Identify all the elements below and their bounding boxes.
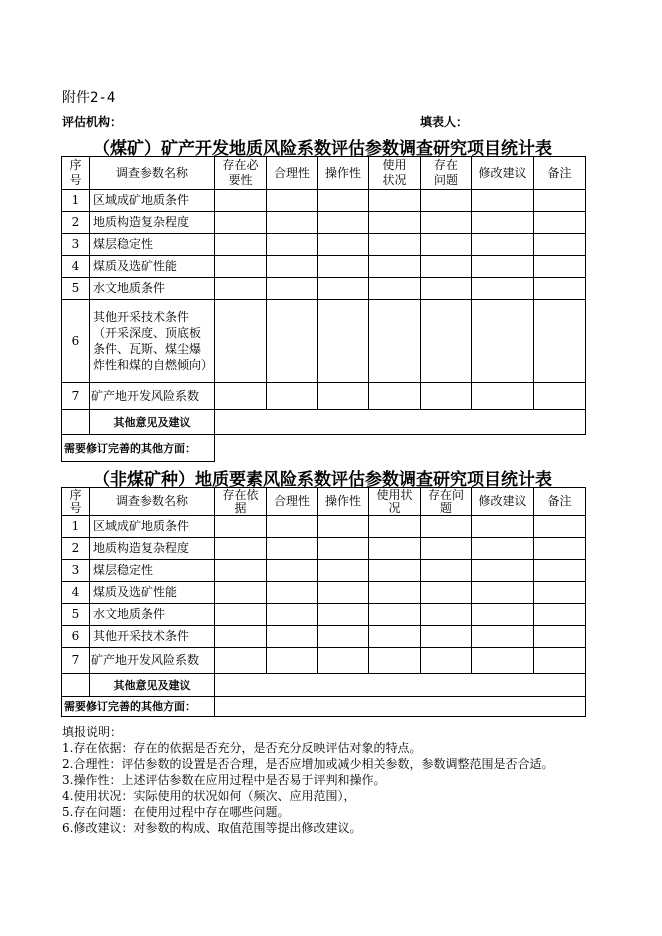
empty-cell[interactable] xyxy=(421,190,472,212)
empty-cell[interactable] xyxy=(215,648,267,674)
empty-cell[interactable] xyxy=(534,212,586,234)
table1-header-row xyxy=(62,157,586,190)
empty-cell[interactable] xyxy=(215,560,267,582)
empty-cell[interactable] xyxy=(369,190,421,212)
empty-cell[interactable] xyxy=(472,300,534,383)
empty-cell[interactable] xyxy=(267,278,318,300)
table-row xyxy=(62,560,586,582)
header-basis: 存在依据 xyxy=(215,488,267,516)
header-seq: 序号 xyxy=(62,488,90,516)
blank-cell xyxy=(62,410,90,435)
empty-cell[interactable] xyxy=(421,560,472,582)
empty-cell[interactable] xyxy=(534,256,586,278)
row-param-name: 地质构造复杂程度 xyxy=(90,538,215,560)
empty-cell[interactable] xyxy=(215,212,267,234)
table-row xyxy=(62,538,586,560)
empty-cell[interactable] xyxy=(267,538,318,560)
empty-cell[interactable] xyxy=(534,516,586,538)
row-seq: 3 xyxy=(62,560,90,582)
empty-cell[interactable] xyxy=(421,582,472,604)
empty-cell[interactable] xyxy=(369,278,421,300)
empty-cell[interactable] xyxy=(421,256,472,278)
table-row xyxy=(62,278,586,300)
other-opinions-label: 其他意见及建议 xyxy=(90,674,215,697)
other-opinions-row xyxy=(62,674,586,697)
table-row xyxy=(62,626,586,648)
empty-cell[interactable] xyxy=(318,604,369,626)
empty-cell[interactable] xyxy=(472,190,534,212)
empty-cell[interactable] xyxy=(369,538,421,560)
row-seq: 6 xyxy=(62,300,90,383)
header-usage: 使用状况 xyxy=(369,157,421,190)
empty-cell[interactable] xyxy=(472,582,534,604)
empty-cell[interactable] xyxy=(534,604,586,626)
empty-cell[interactable] xyxy=(421,626,472,648)
row-param-name: 区域成矿地质条件 xyxy=(90,516,215,538)
empty-cell[interactable] xyxy=(421,234,472,256)
empty-cell[interactable] xyxy=(318,560,369,582)
row-seq: 5 xyxy=(62,278,90,300)
empty-cell[interactable] xyxy=(318,278,369,300)
table-row xyxy=(62,300,586,383)
empty-cell[interactable] xyxy=(534,190,586,212)
empty-cell[interactable] xyxy=(318,626,369,648)
instruction-item: 3.操作性：上述评估参数在应用过程中是否易于评判和操作。 xyxy=(62,773,386,787)
row-param-name: 区域成矿地质条件 xyxy=(90,190,215,212)
table2-title: （非煤矿种）地质要素风险系数评估参数调查研究项目统计表 xyxy=(93,470,552,490)
row-seq: 2 xyxy=(62,212,90,234)
empty-cell[interactable] xyxy=(472,212,534,234)
row-param-name: 矿产地开发风险系数 xyxy=(90,383,215,410)
empty-cell[interactable] xyxy=(215,604,267,626)
empty-cell[interactable] xyxy=(472,538,534,560)
empty-cell[interactable] xyxy=(267,516,318,538)
row-param-name: 矿产地开发风险系数 xyxy=(90,648,215,674)
instructions-heading: 填报说明： xyxy=(62,725,123,739)
empty-cell[interactable] xyxy=(421,383,472,410)
row-param-name: 其他开采技术条件 xyxy=(90,626,215,648)
other-opinions-field[interactable] xyxy=(215,674,586,697)
table-row xyxy=(62,516,586,538)
other-aspects-row xyxy=(62,435,586,462)
empty-cell[interactable] xyxy=(267,256,318,278)
empty-cell[interactable] xyxy=(215,626,267,648)
row-param-name: 煤层稳定性 xyxy=(90,234,215,256)
empty-cell[interactable] xyxy=(534,648,586,674)
empty-cell[interactable] xyxy=(421,648,472,674)
header-rationality: 合理性 xyxy=(267,157,318,190)
empty-cell[interactable] xyxy=(472,516,534,538)
empty-cell[interactable] xyxy=(267,234,318,256)
row-param-name: 其他开采技术条件（开采深度、顶底板条件、瓦斯、煤尘爆炸性和煤的自燃倾向） xyxy=(90,300,215,383)
table-row xyxy=(62,604,586,626)
header-seq: 序号 xyxy=(62,157,90,190)
empty-cell[interactable] xyxy=(369,582,421,604)
table-row xyxy=(62,190,586,212)
table-row xyxy=(62,256,586,278)
empty-cell[interactable] xyxy=(318,300,369,383)
other-aspects-label: 需要修订完善的其他方面： xyxy=(62,697,215,717)
instruction-item: 4.使用状况：实际使用的状况如何（频次、应用范围）， xyxy=(62,789,356,803)
empty-cell[interactable] xyxy=(267,626,318,648)
empty-cell[interactable] xyxy=(534,383,586,410)
row-seq: 2 xyxy=(62,538,90,560)
header-operability: 操作性 xyxy=(318,488,369,516)
empty-cell[interactable] xyxy=(369,516,421,538)
empty-cell[interactable] xyxy=(472,383,534,410)
empty-cell[interactable] xyxy=(318,256,369,278)
empty-cell[interactable] xyxy=(421,300,472,383)
empty-cell[interactable] xyxy=(421,212,472,234)
empty-cell[interactable] xyxy=(369,256,421,278)
empty-cell[interactable] xyxy=(421,538,472,560)
other-opinions-row xyxy=(62,410,586,435)
empty-cell[interactable] xyxy=(472,256,534,278)
row-param-name: 煤层稳定性 xyxy=(90,560,215,582)
empty-cell[interactable] xyxy=(318,383,369,410)
empty-cell[interactable] xyxy=(267,560,318,582)
filler-label: 填表人： xyxy=(420,115,469,129)
empty-cell[interactable] xyxy=(318,212,369,234)
header-remark: 备注 xyxy=(534,157,586,190)
empty-cell[interactable] xyxy=(267,383,318,410)
empty-cell[interactable] xyxy=(472,648,534,674)
empty-cell[interactable] xyxy=(369,604,421,626)
header-problem: 存在问题 xyxy=(421,488,472,516)
other-opinions-field[interactable] xyxy=(215,410,586,435)
table-row xyxy=(62,383,586,410)
row-seq: 1 xyxy=(62,190,90,212)
header-problem: 存在问题 xyxy=(421,157,472,190)
empty-cell[interactable] xyxy=(318,648,369,674)
header-rationality: 合理性 xyxy=(267,488,318,516)
empty-cell[interactable] xyxy=(215,538,267,560)
filling-instructions xyxy=(62,724,588,836)
row-seq: 6 xyxy=(62,626,90,648)
row-param-name: 地质构造复杂程度 xyxy=(90,212,215,234)
other-aspects-row xyxy=(62,697,586,717)
empty-cell[interactable] xyxy=(215,582,267,604)
header-param: 调查参数名称 xyxy=(90,157,215,190)
row-seq: 7 xyxy=(62,383,90,410)
table1 xyxy=(61,156,586,462)
other-aspects-field[interactable] xyxy=(215,697,586,717)
row-seq: 5 xyxy=(62,604,90,626)
empty-cell[interactable] xyxy=(472,626,534,648)
empty-cell[interactable] xyxy=(267,604,318,626)
row-param-name: 煤质及选矿性能 xyxy=(90,582,215,604)
empty-cell[interactable] xyxy=(421,604,472,626)
attachment-label: 附件2-4 xyxy=(62,90,116,106)
empty-cell[interactable] xyxy=(215,256,267,278)
empty-cell[interactable] xyxy=(318,516,369,538)
table-row xyxy=(62,582,586,604)
row-seq: 4 xyxy=(62,582,90,604)
header-suggestion: 修改建议 xyxy=(472,157,534,190)
table2-header-row xyxy=(62,488,586,516)
empty-cell[interactable] xyxy=(534,582,586,604)
empty-cell[interactable] xyxy=(472,604,534,626)
empty-cell[interactable] xyxy=(215,516,267,538)
row-seq: 3 xyxy=(62,234,90,256)
empty-cell[interactable] xyxy=(369,234,421,256)
row-seq: 4 xyxy=(62,256,90,278)
instruction-item: 2.合理性：评估参数的设置是否合理，是否应增加或减少相关参数，参数调整范围是否合适。 xyxy=(62,757,554,771)
empty-cell[interactable] xyxy=(267,648,318,674)
row-param-name: 水文地质条件 xyxy=(90,278,215,300)
empty-cell[interactable] xyxy=(534,626,586,648)
header-operability: 操作性 xyxy=(318,157,369,190)
empty-cell[interactable] xyxy=(215,234,267,256)
empty-cell[interactable] xyxy=(215,300,267,383)
table2 xyxy=(61,487,586,717)
header-param: 调查参数名称 xyxy=(90,488,215,516)
empty-cell[interactable] xyxy=(534,300,586,383)
row-param-name: 水文地质条件 xyxy=(90,604,215,626)
table-row xyxy=(62,648,586,674)
empty-cell[interactable] xyxy=(534,538,586,560)
blank-cell xyxy=(215,435,586,462)
row-seq: 7 xyxy=(62,648,90,674)
empty-cell[interactable] xyxy=(267,212,318,234)
other-aspects-label: 需要修订完善的其他方面： xyxy=(62,435,215,462)
empty-cell[interactable] xyxy=(267,582,318,604)
empty-cell[interactable] xyxy=(318,190,369,212)
header-usage: 使用状况 xyxy=(369,488,421,516)
empty-cell[interactable] xyxy=(369,300,421,383)
empty-cell[interactable] xyxy=(215,383,267,410)
table1-title: （煤矿）矿产开发地质风险系数评估参数调查研究项目统计表 xyxy=(93,139,552,159)
empty-cell[interactable] xyxy=(472,560,534,582)
header-remark: 备注 xyxy=(534,488,586,516)
table-row xyxy=(62,234,586,256)
instruction-item: 5.存在问题：在使用过程中存在哪些问题。 xyxy=(62,805,290,819)
empty-cell[interactable] xyxy=(369,212,421,234)
empty-cell[interactable] xyxy=(267,300,318,383)
empty-cell[interactable] xyxy=(534,560,586,582)
instruction-item: 6.修改建议：对参数的构成、取值范围等提出修改建议。 xyxy=(62,821,362,835)
evaluation-org-label: 评估机构： xyxy=(62,115,123,129)
header-necessity: 存在必要性 xyxy=(215,157,267,190)
empty-cell[interactable] xyxy=(472,278,534,300)
empty-cell[interactable] xyxy=(318,582,369,604)
empty-cell[interactable] xyxy=(421,278,472,300)
empty-cell[interactable] xyxy=(267,190,318,212)
instruction-item: 1.存在依据：存在的依据是否充分，是否充分反映评估对象的特点。 xyxy=(62,741,422,755)
empty-cell[interactable] xyxy=(472,234,534,256)
empty-cell[interactable] xyxy=(318,538,369,560)
empty-cell[interactable] xyxy=(215,278,267,300)
empty-cell[interactable] xyxy=(369,648,421,674)
empty-cell[interactable] xyxy=(534,234,586,256)
empty-cell[interactable] xyxy=(215,190,267,212)
empty-cell[interactable] xyxy=(318,234,369,256)
row-param-name: 煤质及选矿性能 xyxy=(90,256,215,278)
empty-cell[interactable] xyxy=(421,516,472,538)
other-opinions-label: 其他意见及建议 xyxy=(90,410,215,435)
table-row xyxy=(62,212,586,234)
row-seq: 1 xyxy=(62,516,90,538)
empty-cell[interactable] xyxy=(369,383,421,410)
empty-cell[interactable] xyxy=(369,560,421,582)
blank-cell xyxy=(62,674,90,697)
empty-cell[interactable] xyxy=(534,278,586,300)
header-suggestion: 修改建议 xyxy=(472,488,534,516)
empty-cell[interactable] xyxy=(369,626,421,648)
